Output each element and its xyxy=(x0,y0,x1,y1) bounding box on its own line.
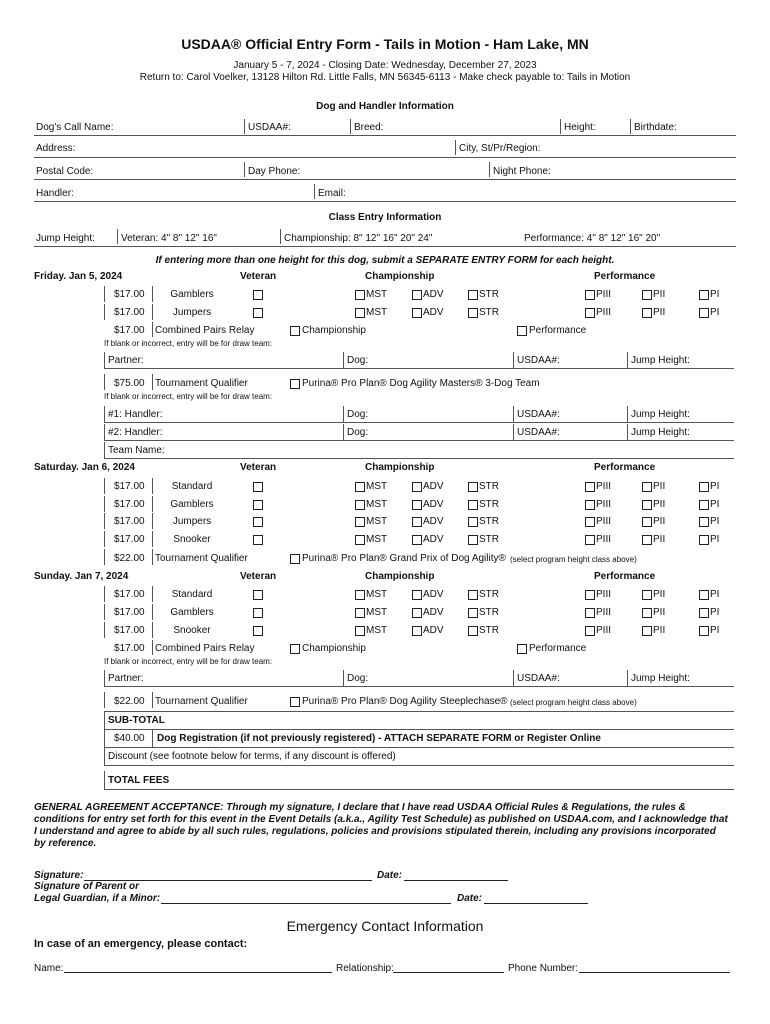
sat-row-veteran-checkbox[interactable] xyxy=(253,535,263,545)
sun-row-veteran-checkbox[interactable] xyxy=(253,608,263,618)
sat-row-class-name: Jumpers xyxy=(172,516,212,527)
sun-col-championship: Championship xyxy=(365,571,435,582)
sun-row-row-divider xyxy=(104,604,105,620)
sun-tq-desc: Purina® Pro Plan® Dog Agility Steeplechase® xyxy=(302,696,508,707)
sun-tq-name: Tournament Qualifier xyxy=(155,696,248,707)
sat-row-pii-checkbox[interactable] xyxy=(642,517,652,527)
sunday-heading: Sunday. Jan 7, 2024 xyxy=(34,571,129,582)
sun-row-pi-label: PI xyxy=(710,607,720,618)
sun-row-class-name: Gamblers xyxy=(170,607,214,618)
fri-row-row-divider xyxy=(104,304,105,320)
signature-date-label: Date: xyxy=(377,870,403,881)
fri-handler1-label: #1: Handler: xyxy=(108,409,163,420)
fri-row-mst-checkbox[interactable] xyxy=(355,308,365,318)
fri-row-price: $17.00 xyxy=(114,289,145,300)
sat-row-veteran-checkbox[interactable] xyxy=(253,500,263,510)
sat-row-adv-label: ADV xyxy=(423,534,444,545)
performance-heights: Performance: 4" 8" 12" 16" 20" xyxy=(524,233,661,244)
sun-row-mst-label: MST xyxy=(366,589,388,600)
sat-row-class-name: Standard xyxy=(171,481,213,492)
sat-row-pi-label: PI xyxy=(710,516,720,527)
fri-pairs-price: $17.00 xyxy=(114,325,145,336)
sat-row-price: $17.00 xyxy=(114,481,145,492)
fri-row-adv-label: ADV xyxy=(423,307,444,318)
sat-tq-name: Tournament Qualifier xyxy=(155,553,248,564)
night-phone-label: Night Phone: xyxy=(493,166,551,177)
sat-row-pii-checkbox[interactable] xyxy=(642,482,652,492)
fri-row-class-name: Gamblers xyxy=(170,289,214,300)
handler-label: Handler: xyxy=(36,188,74,199)
sat-row-pi-checkbox[interactable] xyxy=(699,482,709,492)
fri-row-veteran-checkbox[interactable] xyxy=(253,290,263,300)
sat-row-str-checkbox[interactable] xyxy=(468,482,478,492)
agreement-line-4: by reference. xyxy=(34,838,97,849)
fri-handler2-dog: Dog: xyxy=(347,427,369,438)
parent-signature-label-1: Signature of Parent or xyxy=(34,881,140,892)
col-veteran: Veteran xyxy=(240,271,277,282)
saturday-heading: Saturday. Jan 6, 2024 xyxy=(34,462,135,473)
fri-partner-label: Partner: xyxy=(108,355,144,366)
sat-col-championship: Championship xyxy=(365,462,435,473)
sat-row-adv-checkbox[interactable] xyxy=(412,500,422,510)
sun-row-str-label: STR xyxy=(479,589,499,600)
sat-row-row-divider xyxy=(104,531,105,547)
fri-pairs-name: Combined Pairs Relay xyxy=(155,325,255,336)
sat-row-class-name: Gamblers xyxy=(170,499,214,510)
veteran-heights: Veteran: 4" 8" 12" 16" xyxy=(121,233,217,244)
sat-row-adv-checkbox[interactable] xyxy=(412,517,422,527)
form-title: USDAA® Official Entry Form - Tails in Motion - Ham Lake, MN xyxy=(181,36,589,52)
fri-row-pi-checkbox[interactable] xyxy=(699,308,709,318)
sun-row-pii-label: PII xyxy=(653,625,666,636)
emergency-name-label: Name: xyxy=(34,963,64,974)
fri-row-piii-checkbox[interactable] xyxy=(585,308,595,318)
fri-pairs-championship-label: Championship xyxy=(302,325,366,336)
sat-row-pii-checkbox[interactable] xyxy=(642,500,652,510)
sun-row-pii-checkbox[interactable] xyxy=(642,590,652,600)
fri-row-mst-label: MST xyxy=(366,289,388,300)
sun-row-price: $17.00 xyxy=(114,625,145,636)
sat-row-piii-label: PIII xyxy=(596,499,612,510)
fri-handler2-jump: Jump Height: xyxy=(631,427,690,438)
sat-row-row-divider xyxy=(104,478,105,494)
fri-tq-desc: Purina® Pro Plan® Dog Agility Masters® 3-Dog Team xyxy=(302,378,540,389)
sat-row-mst-checkbox[interactable] xyxy=(355,517,365,527)
col-championship: Championship xyxy=(365,271,435,282)
total-fees-label: TOTAL FEES xyxy=(108,775,170,786)
emergency-heading: Emergency Contact Information xyxy=(286,918,484,934)
sun-usdaa-label: USDAA#: xyxy=(517,673,560,684)
sun-pairs-championship-label: Championship xyxy=(302,643,366,654)
fri-row-adv-label: ADV xyxy=(423,289,444,300)
fri-tq-name: Tournament Qualifier xyxy=(155,378,248,389)
fri-handler1-jump: Jump Height: xyxy=(631,409,690,420)
fri-team-name-label: Team Name: xyxy=(108,445,165,456)
sun-draw-note: If blank or incorrect, entry will be for draw team: xyxy=(104,657,273,666)
sun-row-class-name: Standard xyxy=(171,589,213,600)
fri-handler1-usdaa: USDAA#: xyxy=(517,409,560,420)
sun-row-row-divider xyxy=(104,622,105,638)
sun-row-adv-label: ADV xyxy=(423,625,444,636)
fri-row-piii-label: PIII xyxy=(596,289,612,300)
parent-signature-label-2: Legal Guardian, if a Minor: xyxy=(34,893,161,904)
sat-col-veteran: Veteran xyxy=(240,462,277,473)
birthdate-label: Birthdate: xyxy=(634,122,677,133)
sat-row-veteran-checkbox[interactable] xyxy=(253,482,263,492)
fri-row-pii-checkbox[interactable] xyxy=(642,308,652,318)
sat-row-piii-label: PIII xyxy=(596,516,612,527)
sun-pairs-name: Combined Pairs Relay xyxy=(155,643,255,654)
fri-pairs-performance-checkbox[interactable] xyxy=(517,326,527,336)
sun-row-pii-label: PII xyxy=(653,589,666,600)
fri-row-class-name: Jumpers xyxy=(172,307,212,318)
sat-tq-price: $22.00 xyxy=(114,553,145,564)
sun-row-adv-checkbox[interactable] xyxy=(412,608,422,618)
sat-row-veteran-checkbox[interactable] xyxy=(253,517,263,527)
fri-row-adv-checkbox[interactable] xyxy=(412,308,422,318)
call-name-label: Dog's Call Name: xyxy=(36,122,114,133)
signature-label: Signature: xyxy=(34,870,84,881)
sat-row-price: $17.00 xyxy=(114,516,145,527)
sun-row-mst-label: MST xyxy=(366,625,388,636)
sat-row-piii-checkbox[interactable] xyxy=(585,500,595,510)
agreement-line-3: I understand and agree to abide by all such rules, regulations, policies and provisions stipulated therein, including any provisions incorporated xyxy=(34,826,716,837)
sat-row-str-checkbox[interactable] xyxy=(468,517,478,527)
sat-row-mst-checkbox[interactable] xyxy=(355,535,365,545)
sat-row-adv-label: ADV xyxy=(423,516,444,527)
sat-row-pi-label: PI xyxy=(710,481,720,492)
sat-col-performance: Performance xyxy=(594,462,656,473)
sat-row-piii-label: PIII xyxy=(596,534,612,545)
fri-row-pi-label: PI xyxy=(710,289,720,300)
sat-row-row-divider xyxy=(104,496,105,512)
sun-row-adv-checkbox[interactable] xyxy=(412,590,422,600)
sun-row-adv-label: ADV xyxy=(423,589,444,600)
sun-row-str-label: STR xyxy=(479,625,499,636)
day-phone-label: Day Phone: xyxy=(248,166,301,177)
return-address: Return to: Carol Voelker, 13128 Hilton Rd. Little Falls, MN 56345-6113 - Make check payable to: Tails in Motion xyxy=(139,72,631,83)
fri-pairs-performance-label: Performance xyxy=(529,325,587,336)
sun-col-veteran: Veteran xyxy=(240,571,277,582)
sun-partner-label: Partner: xyxy=(108,673,144,684)
sun-row-mst-label: MST xyxy=(366,607,388,618)
sat-row-str-checkbox[interactable] xyxy=(468,535,478,545)
sun-pairs-performance-checkbox[interactable] xyxy=(517,644,527,654)
fri-row-veteran-checkbox[interactable] xyxy=(253,308,263,318)
sat-row-adv-checkbox[interactable] xyxy=(412,482,422,492)
sun-row-row-divider xyxy=(152,604,153,620)
fri-draw-note-2: If blank or incorrect, entry will be for draw team: xyxy=(104,392,273,401)
city-label: City, St/Pr/Region: xyxy=(459,143,541,154)
fri-row-adv-checkbox[interactable] xyxy=(412,290,422,300)
postal-label: Postal Code: xyxy=(36,166,94,177)
sun-row-mst-checkbox[interactable] xyxy=(355,608,365,618)
sat-row-pi-label: PI xyxy=(710,499,720,510)
registration-text: Dog Registration (if not previously registered) - ATTACH SEPARATE FORM or Register Online xyxy=(157,733,601,744)
fri-row-piii-label: PIII xyxy=(596,307,612,318)
sat-row-pii-checkbox[interactable] xyxy=(642,535,652,545)
fri-handler2-label: #2: Handler: xyxy=(108,427,163,438)
sat-row-row-divider xyxy=(152,496,153,512)
sat-row-str-checkbox[interactable] xyxy=(468,500,478,510)
sun-col-performance: Performance xyxy=(594,571,656,582)
signature-date-line[interactable] xyxy=(404,880,508,881)
sun-row-str-checkbox[interactable] xyxy=(468,608,478,618)
sun-row-pii-label: PII xyxy=(653,607,666,618)
sat-row-pi-checkbox[interactable] xyxy=(699,517,709,527)
sat-row-pi-checkbox[interactable] xyxy=(699,535,709,545)
address-label: Address: xyxy=(36,143,76,154)
emergency-prompt: In case of an emergency, please contact: xyxy=(34,938,248,950)
sun-row-adv-label: ADV xyxy=(423,607,444,618)
jump-height-label: Jump Height: xyxy=(36,233,95,244)
parent-date-line[interactable] xyxy=(484,903,588,904)
discount-label: Discount (see footnote below for terms, if any discount is offered) xyxy=(108,751,396,762)
sun-row-piii-label: PIII xyxy=(596,589,612,600)
sun-row-pii-checkbox[interactable] xyxy=(642,626,652,636)
fri-jump-label: Jump Height: xyxy=(631,355,690,366)
sun-row-str-checkbox[interactable] xyxy=(468,626,478,636)
sat-row-mst-checkbox[interactable] xyxy=(355,500,365,510)
friday-heading: Friday. Jan 5, 2024 xyxy=(34,271,123,282)
sat-row-row-divider xyxy=(152,531,153,547)
emergency-name-line[interactable] xyxy=(64,972,332,973)
sun-row-piii-checkbox[interactable] xyxy=(585,626,595,636)
sun-row-adv-checkbox[interactable] xyxy=(412,626,422,636)
sun-jump-label: Jump Height: xyxy=(631,673,690,684)
sat-row-mst-label: MST xyxy=(366,516,388,527)
dog-handler-heading: Dog and Handler Information xyxy=(316,101,454,112)
fri-dog-label: Dog: xyxy=(347,355,369,366)
sat-row-piii-label: PIII xyxy=(596,481,612,492)
sat-row-str-label: STR xyxy=(479,516,499,527)
emergency-relationship-line[interactable] xyxy=(393,972,504,973)
fri-handler2-usdaa: USDAA#: xyxy=(517,427,560,438)
sun-row-class-name: Snooker xyxy=(173,625,211,636)
sat-row-pii-label: PII xyxy=(653,499,666,510)
sun-row-veteran-checkbox[interactable] xyxy=(253,626,263,636)
emergency-phone-label: Phone Number: xyxy=(508,963,579,974)
sat-row-mst-label: MST xyxy=(366,499,388,510)
sun-pairs-performance-label: Performance xyxy=(529,643,587,654)
sun-pairs-price: $17.00 xyxy=(114,643,145,654)
sun-row-piii-checkbox[interactable] xyxy=(585,608,595,618)
fri-row-pii-checkbox[interactable] xyxy=(642,290,652,300)
sun-row-str-label: STR xyxy=(479,607,499,618)
fri-row-piii-checkbox[interactable] xyxy=(585,290,595,300)
fri-tq-checkbox[interactable] xyxy=(290,379,300,389)
emergency-phone-line[interactable] xyxy=(579,972,730,973)
sat-row-adv-label: ADV xyxy=(423,499,444,510)
sun-row-piii-checkbox[interactable] xyxy=(585,590,595,600)
sat-row-pi-checkbox[interactable] xyxy=(699,500,709,510)
height-label: Height: xyxy=(564,122,596,133)
sun-row-row-divider xyxy=(152,586,153,602)
sat-row-row-divider xyxy=(104,513,105,529)
fri-row-mst-label: MST xyxy=(366,307,388,318)
sun-row-mst-checkbox[interactable] xyxy=(355,626,365,636)
sat-row-str-label: STR xyxy=(479,481,499,492)
sun-row-pii-checkbox[interactable] xyxy=(642,608,652,618)
sat-row-str-label: STR xyxy=(479,499,499,510)
sun-row-piii-label: PIII xyxy=(596,625,612,636)
sat-row-piii-checkbox[interactable] xyxy=(585,517,595,527)
sat-row-adv-label: ADV xyxy=(423,481,444,492)
sat-row-mst-checkbox[interactable] xyxy=(355,482,365,492)
sun-row-pi-label: PI xyxy=(710,589,720,600)
fri-row-row-divider xyxy=(152,304,153,320)
sat-row-row-divider xyxy=(152,478,153,494)
fri-row-pi-label: PI xyxy=(710,307,720,318)
sun-row-price: $17.00 xyxy=(114,589,145,600)
fri-tq-price: $75.00 xyxy=(114,378,145,389)
breed-label: Breed: xyxy=(354,122,384,133)
col-performance: Performance xyxy=(594,271,656,282)
agreement-line-2: conditions for entry set forth for this event in the Event Details (a.k.a., Agility Test Schedule) as published on USDAA.com, and I acknowledge that xyxy=(34,814,728,825)
sat-row-mst-label: MST xyxy=(366,534,388,545)
fri-row-str-checkbox[interactable] xyxy=(468,290,478,300)
sat-row-adv-checkbox[interactable] xyxy=(412,535,422,545)
championship-heights: Championship: 8" 12" 16" 20" 24" xyxy=(284,233,433,244)
sun-row-str-checkbox[interactable] xyxy=(468,590,478,600)
sun-tq-checkbox[interactable] xyxy=(290,697,300,707)
email-label: Email: xyxy=(318,188,346,199)
sun-row-pi-checkbox[interactable] xyxy=(699,608,709,618)
sat-tq-desc: Purina® Pro Plan® Grand Prix of Dog Agility® xyxy=(302,553,506,564)
sat-row-piii-checkbox[interactable] xyxy=(585,482,595,492)
sat-row-piii-checkbox[interactable] xyxy=(585,535,595,545)
sun-row-pi-label: PI xyxy=(710,625,720,636)
sun-pairs-championship-checkbox[interactable] xyxy=(290,644,300,654)
sun-row-veteran-checkbox[interactable] xyxy=(253,590,263,600)
fri-row-pii-label: PII xyxy=(653,289,666,300)
registration-price: $40.00 xyxy=(114,733,145,744)
parent-date-label: Date: xyxy=(457,893,483,904)
subtotal-label: SUB-TOTAL xyxy=(108,715,165,726)
sat-row-str-label: STR xyxy=(479,534,499,545)
usdaa-label: USDAA#: xyxy=(248,122,291,133)
fri-usdaa-label: USDAA#: xyxy=(517,355,560,366)
parent-signature-line[interactable] xyxy=(161,903,451,904)
fri-row-pii-label: PII xyxy=(653,307,666,318)
fri-handler1-dog: Dog: xyxy=(347,409,369,420)
sun-row-row-divider xyxy=(104,586,105,602)
sat-row-pi-label: PI xyxy=(710,534,720,545)
sat-row-row-divider xyxy=(152,513,153,529)
sat-row-pii-label: PII xyxy=(653,481,666,492)
fri-pairs-championship-checkbox[interactable] xyxy=(290,326,300,336)
sat-row-price: $17.00 xyxy=(114,499,145,510)
sun-row-pi-checkbox[interactable] xyxy=(699,626,709,636)
sun-tq-price: $22.00 xyxy=(114,696,145,707)
sat-tq-note: (select program height class above) xyxy=(510,555,637,564)
sat-row-mst-label: MST xyxy=(366,481,388,492)
event-dates: January 5 - 7, 2024 - Closing Date: Wednesday, December 27, 2023 xyxy=(233,60,537,71)
sun-row-pi-checkbox[interactable] xyxy=(699,590,709,600)
fri-row-mst-checkbox[interactable] xyxy=(355,290,365,300)
sun-tq-note: (select program height class above) xyxy=(510,698,637,707)
sun-row-row-divider xyxy=(152,622,153,638)
sun-dog-label: Dog: xyxy=(347,673,369,684)
sat-row-pii-label: PII xyxy=(653,534,666,545)
sat-tq-checkbox[interactable] xyxy=(290,554,300,564)
fri-draw-note: If blank or incorrect, entry will be for draw team: xyxy=(104,339,273,348)
fri-row-row-divider xyxy=(104,286,105,302)
sat-row-class-name: Snooker xyxy=(173,534,211,545)
fri-row-price: $17.00 xyxy=(114,307,145,318)
sun-row-mst-checkbox[interactable] xyxy=(355,590,365,600)
agreement-line-1: GENERAL AGREEMENT ACCEPTANCE: Through my signature, I declare that I have read USDAA Official Rules & Regulations, the rules & xyxy=(34,802,686,813)
fri-row-str-label: STR xyxy=(479,307,499,318)
fri-row-row-divider xyxy=(152,286,153,302)
separate-form-note: If entering more than one height for this dog, submit a SEPARATE ENTRY FORM for each height. xyxy=(155,255,615,266)
fri-row-str-checkbox[interactable] xyxy=(468,308,478,318)
class-entry-heading: Class Entry Information xyxy=(328,212,442,223)
fri-row-str-label: STR xyxy=(479,289,499,300)
emergency-relationship-label: Relationship: xyxy=(336,963,394,974)
sun-row-price: $17.00 xyxy=(114,607,145,618)
sat-row-price: $17.00 xyxy=(114,534,145,545)
sat-row-pii-label: PII xyxy=(653,516,666,527)
fri-row-pi-checkbox[interactable] xyxy=(699,290,709,300)
sun-row-piii-label: PIII xyxy=(596,607,612,618)
